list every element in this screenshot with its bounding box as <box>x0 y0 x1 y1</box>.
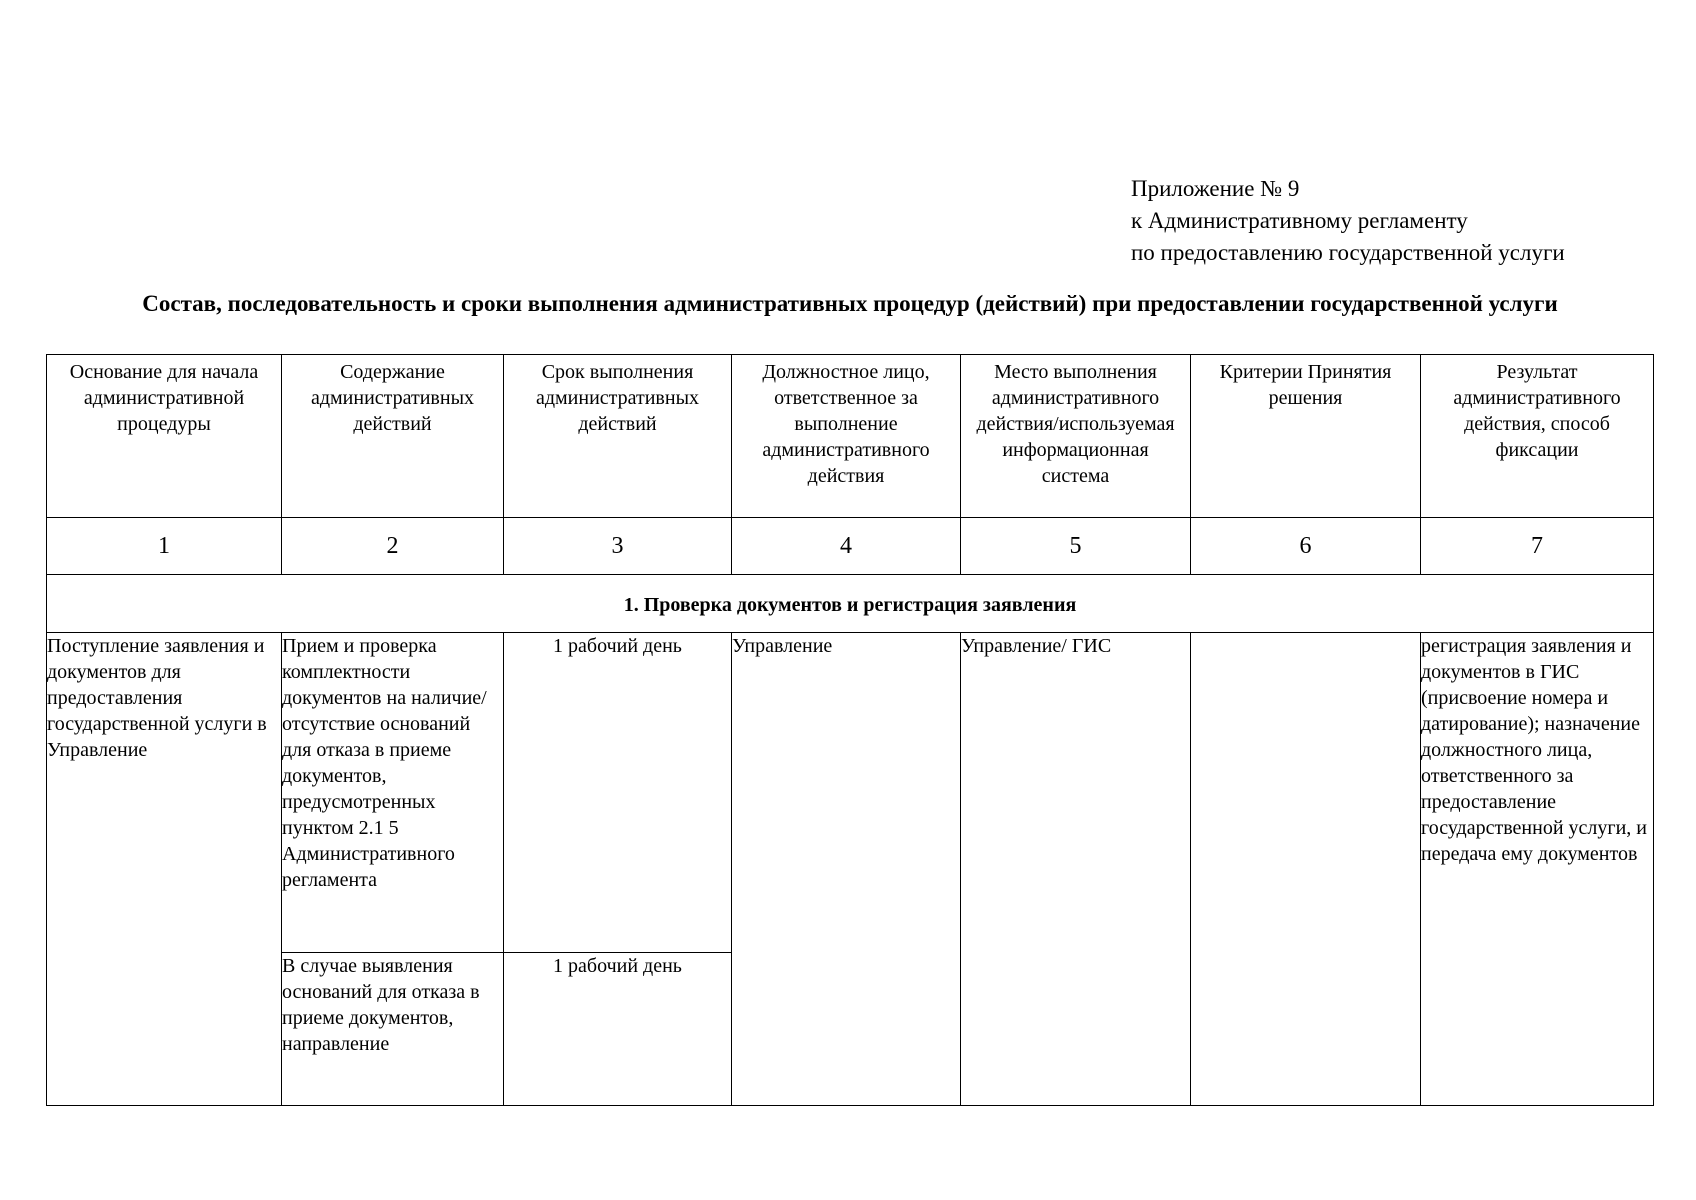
header-criteria: Критерии Принятия решения <box>1191 355 1421 518</box>
column-number: 5 <box>961 518 1191 575</box>
cell-content-1: Прием и проверка комплектности документов на наличие/отсутствие оснований для отказа в приеме документов, предусмотренных пунктом 2.1 5 Административного регламента <box>282 633 504 953</box>
cell-term-2: 1 рабочий день <box>504 953 732 1106</box>
cell-content-2 <box>282 953 504 1106</box>
cell-basis: Поступление заявления и документов для предоставления государственной услуги в Управление <box>47 633 282 1106</box>
column-number: 2 <box>282 518 504 575</box>
section-title: 1. Проверка документов и регистрация заявления <box>47 575 1654 633</box>
procedures-table <box>46 354 1654 1106</box>
column-number: 3 <box>504 518 732 575</box>
table-header-row <box>47 355 1654 518</box>
document-title: Состав, последовательность и сроки выполнения административных процедур (действий) при предоставлении государственной услуги <box>142 291 1558 316</box>
header-result: Результат административного действия, способ фиксации <box>1421 355 1654 518</box>
header-basis: Основание для начала административной процедуры <box>47 355 282 518</box>
appendix-block <box>1131 173 1565 269</box>
header-official: Должностное лицо, ответственное за выполнение административного действия <box>732 355 961 518</box>
appendix-line-3: по предоставлению государственной услуги <box>1131 240 1565 265</box>
appendix-line-2: к Административному регламенту <box>1131 208 1468 233</box>
cell-criteria <box>1191 633 1421 1106</box>
cell-official: Управление <box>732 633 961 1106</box>
cell-place: Управление/ ГИС <box>961 633 1191 1106</box>
header-content: Содержание административных действий <box>282 355 504 518</box>
appendix-line-1: Приложение № 9 <box>1131 176 1300 201</box>
cell-result: регистрация заявления и документов в ГИС (присвоение номера и датирование); назначение должностного лица, ответственного за предоставление государственной услуги, и передача ему документов <box>1421 633 1654 1106</box>
cell-term-1: 1 рабочий день <box>504 633 732 953</box>
section-row <box>47 575 1654 633</box>
table-row <box>47 633 1654 953</box>
column-number: 7 <box>1421 518 1654 575</box>
column-numbers-row <box>47 518 1654 575</box>
header-term: Срок выполнения административных действий <box>504 355 732 518</box>
column-number: 1 <box>47 518 282 575</box>
cell-content-2-text: В случае выявления оснований для отказа в приеме документов, направление <box>282 955 480 1055</box>
header-place: Место выполнения административного действия/используемая информационная система <box>961 355 1191 518</box>
column-number: 6 <box>1191 518 1421 575</box>
column-number: 4 <box>732 518 961 575</box>
